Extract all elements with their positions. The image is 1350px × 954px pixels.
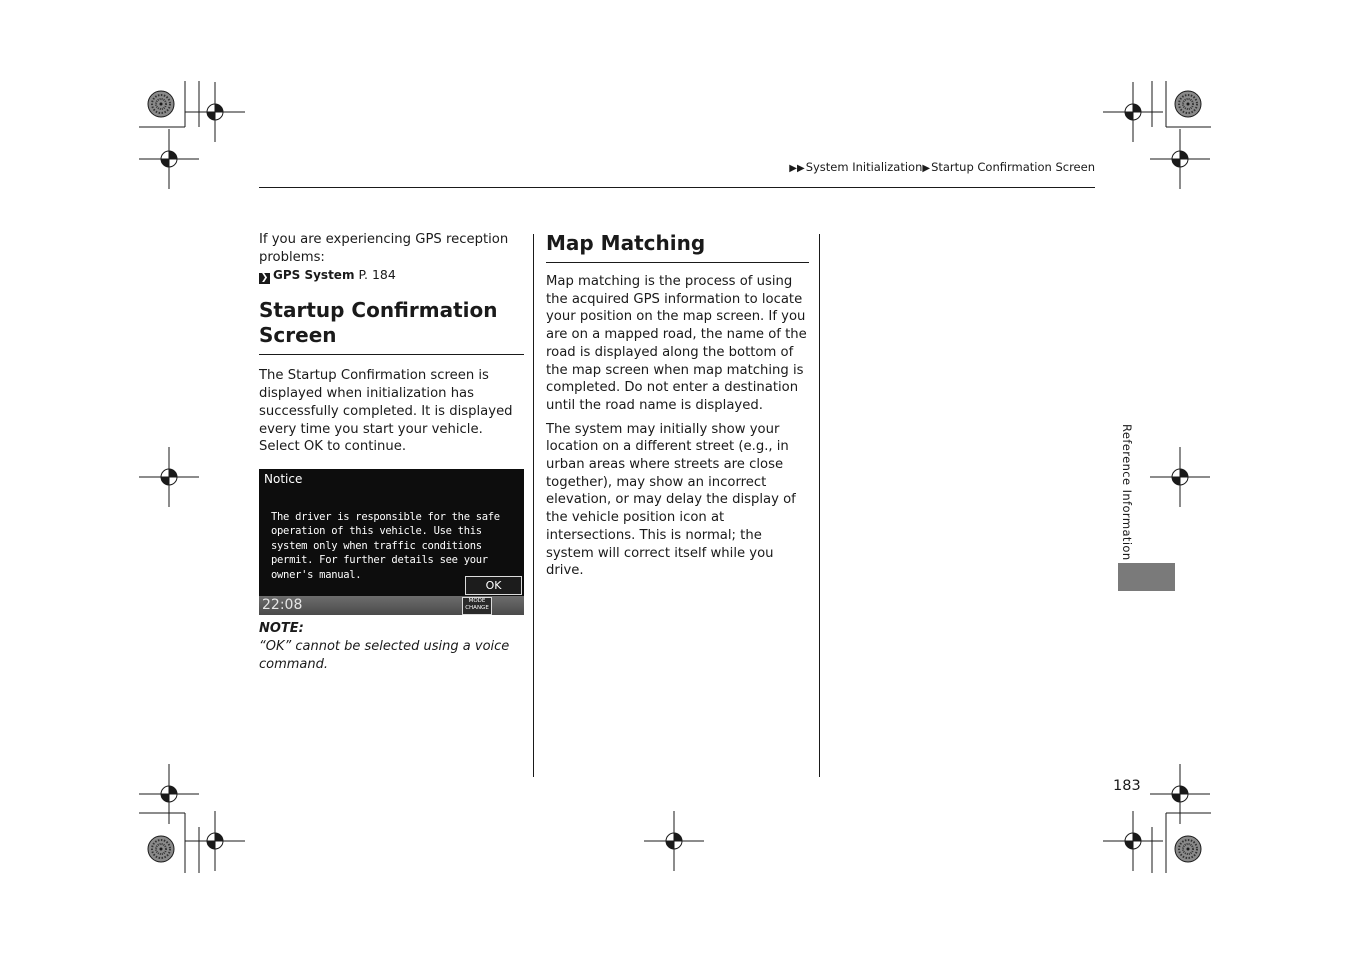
note-text: “OK” cannot be selected using a voice command. (259, 638, 510, 672)
body-text-part: The Startup Confirmation screen is displayed when initialization has successfully completed. It is displayed every time you start your vehicle. Select (259, 368, 513, 455)
page-number: 183 (1113, 778, 1141, 794)
breadcrumb-item[interactable]: Startup Confirmation Screen (931, 160, 1095, 174)
intro-text: If you are experiencing GPS reception problems: (259, 232, 509, 265)
triangle-right-icon: ▶▶ (789, 163, 805, 174)
screen-title: Notice (264, 471, 303, 486)
mode-change-button[interactable] (462, 597, 492, 615)
body-text-part: to continue. (322, 439, 407, 455)
section-side-label: Reference Information (1120, 424, 1134, 561)
breadcrumb-item[interactable]: System Initialization (805, 160, 923, 174)
column-divider (533, 234, 534, 777)
screen-message: The driver is responsible for the safe operation of this vehicle. Use this system only when traffic conditions permit. For further details see your owner's manual. (271, 510, 500, 581)
cross-reference-label[interactable]: GPS System (273, 268, 355, 283)
note (259, 620, 524, 674)
change-label: CHANGE (465, 604, 489, 611)
body-text (259, 367, 524, 456)
column-divider (819, 234, 820, 777)
mode-label: MODE (468, 597, 486, 604)
body-text: The system may initially show your location on a different street (e.g., in urban areas where streets are close together), may show an incorrect elevation, or may delay the display of the vehicle position icon at intersections. This is normal; the system will correct itself while you drive. (546, 421, 796, 579)
header-rule (259, 187, 1095, 188)
section-heading: Startup Confirmation Screen (259, 298, 524, 355)
breadcrumb (789, 160, 1095, 174)
cross-reference-arrow-icon: ❯ (260, 273, 269, 284)
cross-reference[interactable] (259, 266, 524, 284)
note-label: NOTE: (259, 620, 304, 636)
screen-clock: 22:08 (262, 596, 303, 613)
left-column (259, 231, 524, 674)
notice-screen-image (259, 469, 524, 615)
ok-keyword: OK (303, 439, 323, 455)
ok-button[interactable]: OK (465, 576, 522, 595)
cross-reference-page: P. 184 (358, 267, 396, 283)
body-text: Map matching is the process of using the acquired GPS information to locate your position on the map screen. If you are on a mapped road, the name of the road is displayed along the bottom of the map screen when map matching is completed. Do not enter a destination until the road name is displayed. (546, 274, 807, 413)
section-tab (1118, 563, 1175, 591)
right-column (546, 231, 809, 580)
section-heading: Map Matching (546, 231, 809, 263)
triangle-right-icon: ▶ (922, 163, 931, 174)
